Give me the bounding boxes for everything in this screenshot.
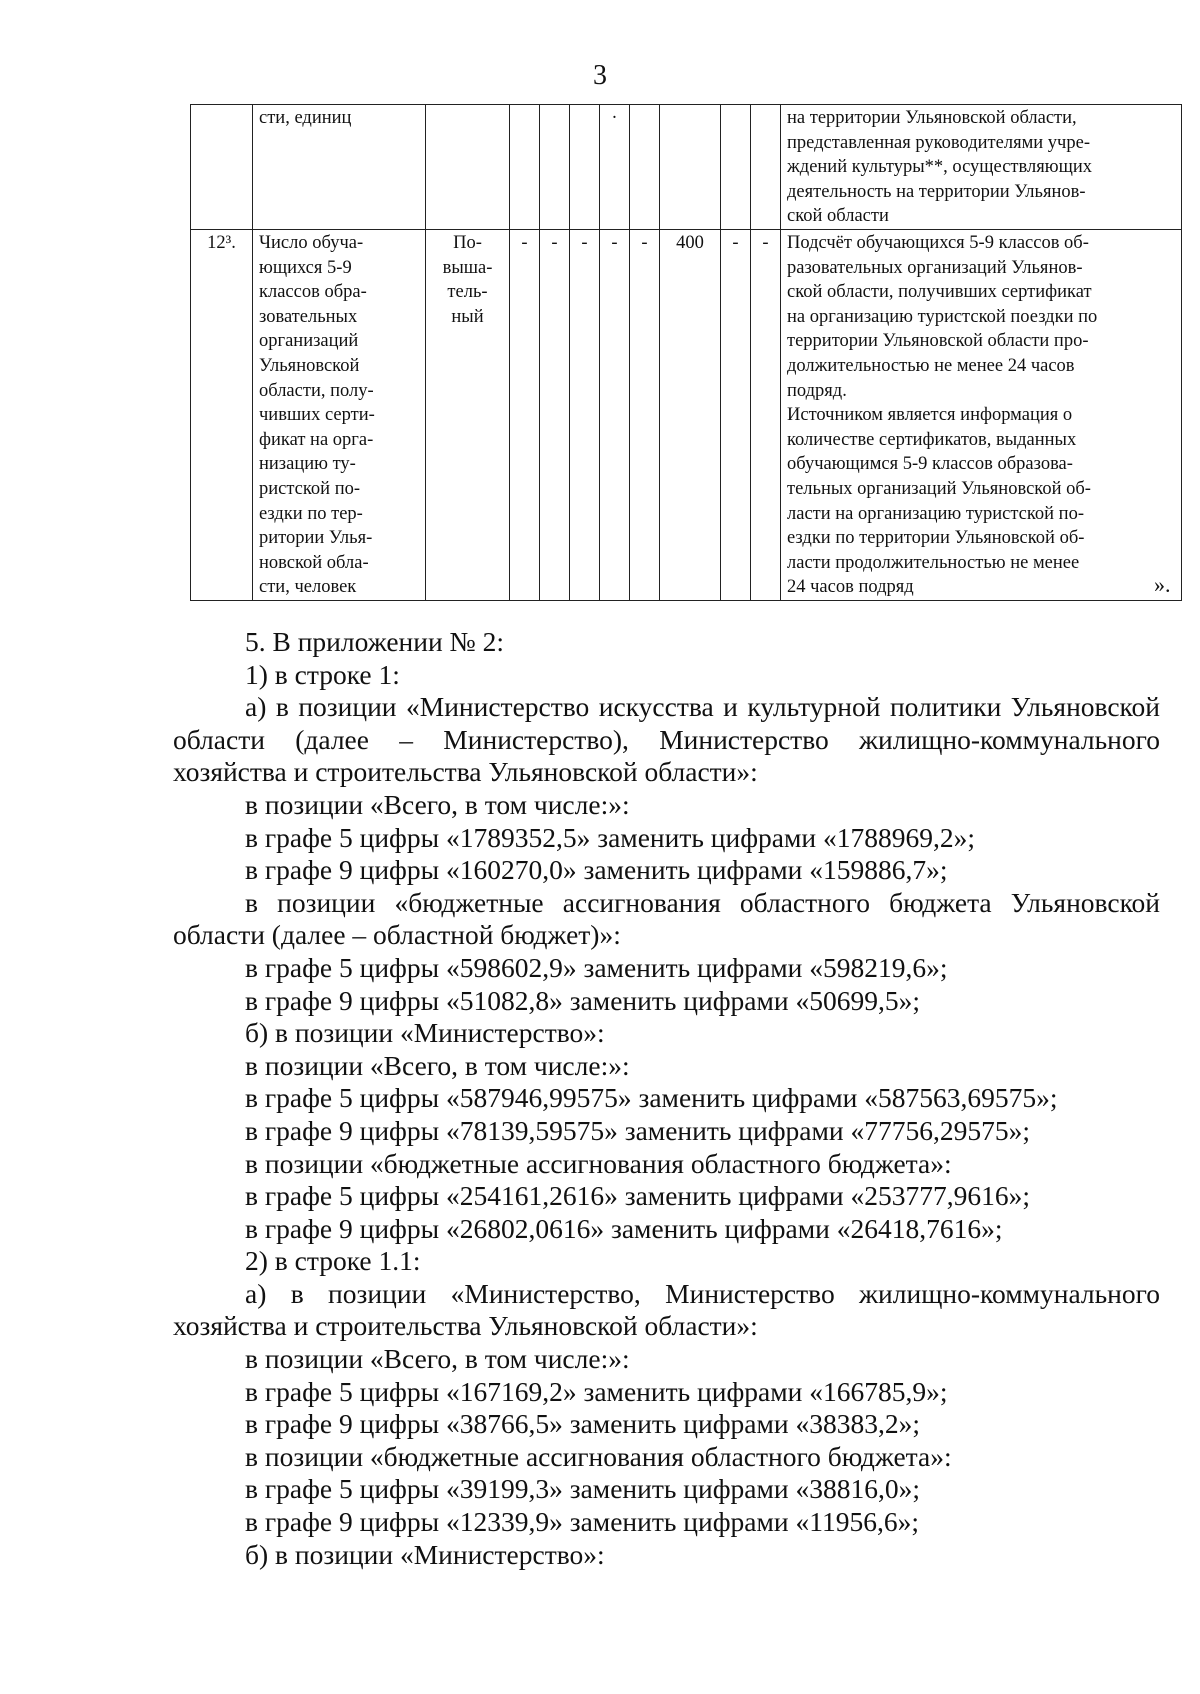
method-line: количестве сертификатов, выданных	[787, 429, 1077, 450]
method-line: тельных организаций Ульяновской об-	[787, 478, 1091, 499]
name-line: ездки по тер-	[259, 503, 363, 524]
paragraph: в позиции «Всего, в том числе:»:	[245, 788, 630, 820]
paragraph: в графе 9 цифры «160270,0» заменить цифрами «159886,7»;	[245, 854, 948, 886]
method-line: на территории Ульяновской области,	[787, 108, 1077, 128]
method-line: представленная руководителями учре-	[787, 132, 1090, 153]
method-line: Подсчёт обучающихся 5-9 классов об-	[787, 232, 1089, 253]
name-line: фикат на орга-	[259, 429, 374, 450]
name-line: ристской по-	[259, 478, 361, 499]
paragraph: в графе 9 цифры «51082,8» заменить цифрами «50699,5»;	[245, 984, 920, 1016]
cell-indicator-name: сти, единиц	[253, 105, 426, 230]
cell-unit	[426, 229, 510, 600]
cell-indicator-name	[253, 229, 426, 600]
name-line: новской обла-	[259, 552, 369, 573]
paragraph: в позиции «бюджетные ассигнования областного бюджета»:	[245, 1440, 952, 1472]
unit-line: ный	[451, 306, 484, 327]
paragraph: в графе 9 цифры «12339,9» заменить цифрами «11956,6»;	[245, 1506, 919, 1538]
method-line: обучающимся 5-9 классов образова-	[787, 454, 1073, 475]
paragraph: в графе 5 цифры «1789352,5» заменить цифрами «1788969,2»;	[245, 821, 975, 853]
name-line: чивших серти-	[259, 405, 375, 426]
paragraph: 2) в строке 1.1:	[245, 1245, 421, 1277]
paragraph: в графе 9 цифры «78139,59575» заменить цифрами «77756,29575»;	[245, 1114, 1030, 1146]
method-line: должительностью не менее 24 часов	[787, 355, 1075, 376]
cell-year	[540, 105, 570, 230]
cell-year	[721, 105, 751, 230]
paragraph: б) в позиции «Министерство»:	[245, 1017, 605, 1049]
cell-year: ·	[600, 105, 630, 230]
unit-line: тель-	[447, 282, 488, 303]
name-line: области, полу-	[259, 380, 374, 401]
paragraph: в графе 5 цифры «39199,3» заменить цифрами «38816,0»;	[245, 1473, 920, 1505]
paragraph: а) в позиции «Министерство, Министерство жилищно-коммунального хозяйства и строительства Ульяновской области»:	[173, 1277, 1160, 1342]
name-line: сти, человек	[259, 577, 357, 598]
cell-number	[191, 105, 253, 230]
paragraph: в графе 9 цифры «26802,0616» заменить цифрами «26418,7616»;	[245, 1212, 1003, 1244]
name-line: ющихся 5-9	[259, 257, 352, 278]
name-line: классов обра-	[259, 282, 367, 303]
method-line: на организацию туристской поездки по	[787, 306, 1098, 327]
cell-year: -	[600, 229, 630, 600]
method-line: разовательных организаций Ульянов-	[787, 257, 1083, 278]
paragraph: в позиции «Всего, в том числе:»:	[245, 1049, 630, 1081]
cell-year: 400	[660, 229, 721, 600]
amendment-text	[173, 626, 1160, 1571]
paragraph: в графе 5 цифры «254161,2616» заменить цифрами «253777,9616»;	[245, 1180, 1030, 1212]
method-line: ласти продолжительностью не менее	[787, 552, 1080, 573]
cell-year: -	[510, 229, 540, 600]
method-line: 24 часов подряд	[787, 577, 914, 598]
name-line: Ульяновской	[259, 355, 360, 376]
unit-line: выша-	[442, 257, 493, 278]
cell-year	[751, 105, 781, 230]
paragraph: в графе 5 цифры «598602,9» заменить цифрами «598219,6»;	[245, 951, 948, 983]
method-line: Источником является информация о	[787, 405, 1073, 426]
paragraph: 1) в строке 1:	[245, 658, 400, 690]
cell-year	[660, 105, 721, 230]
method-line: деятельность на территории Ульянов-	[787, 181, 1086, 202]
cell-unit	[426, 105, 510, 230]
paragraph: 5. В приложении № 2:	[245, 626, 505, 657]
method-line: ждений культуры**, осуществляющих	[787, 157, 1092, 178]
paragraph: в графе 5 цифры «167169,2» заменить цифрами «166785,9»;	[245, 1375, 948, 1407]
cell-method	[781, 105, 1182, 230]
paragraph: в графе 5 цифры «587946,99575» заменить цифрами «587563,69575»;	[245, 1082, 1058, 1114]
page-number: 3	[593, 60, 607, 91]
cell-number: 12³.	[191, 229, 253, 600]
method-line: территории Ульяновской области про-	[787, 331, 1089, 352]
cell-year: -	[540, 229, 570, 600]
cell-year	[510, 105, 540, 230]
method-line: ской области, получивших сертификат	[787, 282, 1092, 303]
cell-method	[781, 229, 1182, 600]
cell-year: -	[570, 229, 600, 600]
method-line: ласти на организацию туристской по-	[787, 503, 1084, 524]
table-row-continuation	[191, 105, 1182, 230]
cell-year: -	[721, 229, 751, 600]
unit-line: По-	[453, 232, 482, 253]
name-line: организаций	[259, 331, 359, 352]
paragraph: в позиции «Всего, в том числе:»:	[245, 1343, 630, 1375]
paragraph: в позиции «бюджетные ассигнования областного бюджета Ульяновской области (далее – областной бюджет)»:	[173, 886, 1160, 951]
table-row-12-3	[191, 229, 1182, 600]
method-line: ской области	[787, 206, 889, 227]
name-line: низацию ту-	[259, 454, 356, 475]
indicator-table	[190, 104, 1182, 601]
cell-year: -	[630, 229, 660, 600]
method-line: ездки по территории Ульяновской об-	[787, 528, 1085, 549]
paragraph: в позиции «бюджетные ассигнования областного бюджета»:	[245, 1147, 952, 1179]
paragraph: в графе 9 цифры «38766,5» заменить цифрами «38383,2»;	[245, 1408, 920, 1440]
name-line: зовательных	[259, 306, 358, 327]
paragraph: а) в позиции «Министерство искусства и культурной политики Ульяновской области (далее – Министерство), Министерство жилищно-коммунального хозяйства и строительства Ульяновской области»:	[173, 691, 1160, 788]
name-line: ритории Улья-	[259, 528, 373, 549]
cell-year: -	[751, 229, 781, 600]
paragraph: б) в позиции «Министерство»:	[245, 1538, 605, 1570]
name-line: Число обуча-	[259, 232, 364, 253]
method-line: подряд.	[787, 380, 847, 401]
closing-quote: ».	[1154, 572, 1171, 597]
cell-year	[630, 105, 660, 230]
cell-year	[570, 105, 600, 230]
